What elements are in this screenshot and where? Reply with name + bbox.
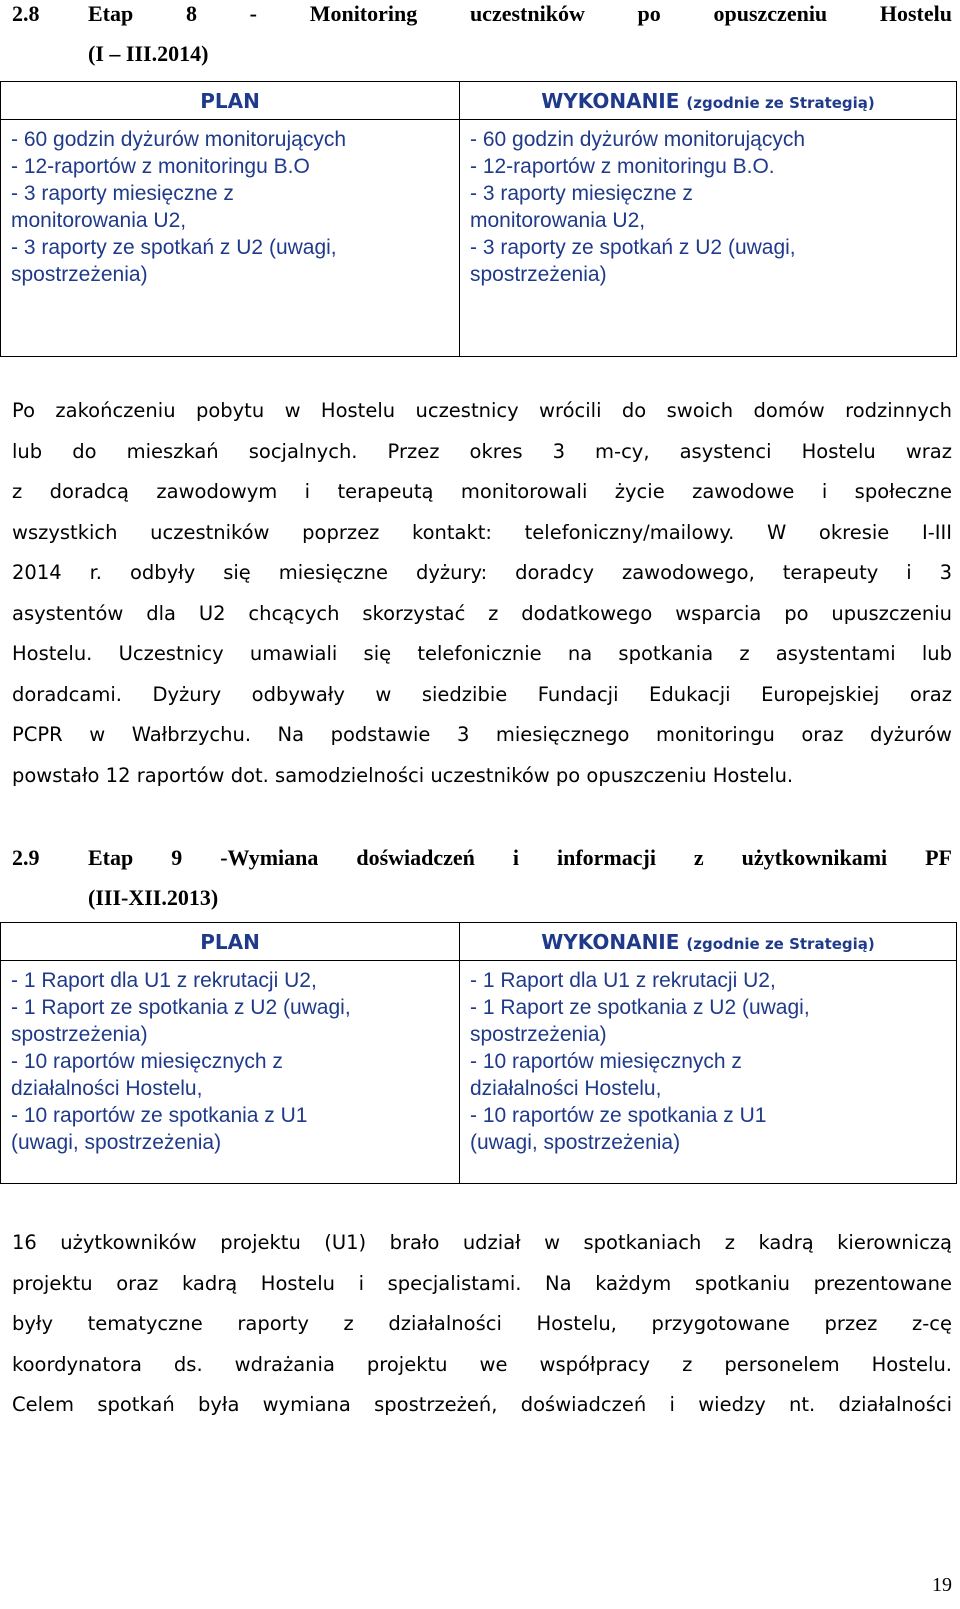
list-item: spostrzeżenia) [470,1023,607,1046]
plan-execution-table-2-8 [0,81,957,357]
table-body-row [1,961,957,1184]
paragraph-line: koordynatora ds. wdrażania projektu we współpracy z personelem Hostelu. [12,1352,952,1376]
list-item: (uwagi, spostrzeżenia) [470,1131,681,1154]
plan-cell [1,961,460,1184]
paragraph-line: z doradcą zawodowym i terapeutą monitorowali życie zawodowe i społeczne [12,480,952,503]
paragraph-line: powstało 12 raportów dot. samodzielności uczestników po opuszczeniu Hostelu. [12,763,794,787]
list-item: monitorowania U2, [470,209,646,232]
paragraph-line: Celem spotkań była wymiana spostrzeżeń, doświadczeń i wiedzy nt. działalności [12,1393,952,1416]
page-number: 19 [932,1574,952,1596]
list-item: działalności Hostelu, [470,1077,662,1100]
execution-header: WYKONANIE (zgodnie ze Strategią) [460,82,957,120]
list-item: spostrzeżenia) [470,263,607,286]
paragraph-line: Hostelu. Uczestnicy umawiali się telefonicznie na spotkania z asystentami lub [12,642,952,665]
section-title-line2: (I – III.2014) [88,41,209,66]
section-title-line1: Etap 8 - Monitoring uczestników po opuszczeniu Hostelu [88,1,952,26]
section-heading-2-9 [12,838,952,918]
list-item: - 1 Raport ze spotkania z U2 (uwagi, [470,996,810,1019]
body-paragraph-2-8 [12,391,952,796]
execution-cell [460,961,957,1184]
list-item: - 3 raporty miesięczne z [11,182,234,205]
list-item: - 12-raportów z monitoringu B.O. [470,155,775,178]
list-item: spostrzeżenia) [11,263,148,286]
paragraph-line: 2014 r. odbyły się miesięczne dyżury: doradcy zawodowego, terapeuty i 3 [12,561,952,584]
plan-execution-table-2-9 [0,922,957,1184]
body-paragraph-2-9 [12,1223,952,1426]
section-title-line1: Etap 9 -Wymiana doświadczeń i informacji z użytkownikami PF [88,845,952,870]
list-item: - 60 godzin dyżurów monitorujących [470,128,805,151]
paragraph-line: 16 użytkowników projektu (U1) brało udział w spotkaniach z kadrą kierowniczą [12,1231,952,1254]
list-item: - 10 raportów miesięcznych z [470,1050,742,1073]
list-item: - 12-raportów z monitoringu B.O [11,155,310,178]
list-item: - 1 Raport ze spotkania z U2 (uwagi, [11,996,351,1019]
list-item: - 3 raporty ze spotkań z U2 (uwagi, [470,236,796,259]
plan-cell [1,120,460,357]
list-item: (uwagi, spostrzeżenia) [11,1131,222,1154]
execution-cell [460,120,957,357]
table-header-row [1,923,957,961]
execution-header: WYKONANIE (zgodnie ze Strategią) [460,923,957,961]
list-item: - 3 raporty ze spotkań z U2 (uwagi, [11,236,337,259]
list-item: - 10 raportów miesięcznych z [11,1050,283,1073]
table-body-row [1,120,957,357]
list-item: spostrzeżenia) [11,1023,148,1046]
list-item: - 10 raportów ze spotkania z U1 [470,1104,767,1127]
paragraph-line: były tematyczne raporty z działalności Hostelu, przygotowane przez z-cę [12,1312,952,1335]
paragraph-line: Po zakończeniu pobytu w Hostelu uczestnicy wrócili do swoich domów rodzinnych [12,399,952,422]
paragraph-line: projektu oraz kadrą Hostelu i specjalistami. Na każdym spotkaniu prezentowane [12,1271,952,1295]
list-item: - 60 godzin dyżurów monitorujących [11,128,346,151]
list-item: monitorowania U2, [11,209,187,232]
section-title-line2: (III-XII.2013) [88,885,219,910]
list-item: działalności Hostelu, [11,1077,203,1100]
list-item: - 3 raporty miesięczne z [470,182,693,205]
plan-header: PLAN [1,923,460,961]
section-number: 2.9 [12,845,40,870]
list-item: - 1 Raport dla U1 z rekrutacji U2, [11,969,317,992]
paragraph-line: doradcami. Dyżury odbywały w siedzibie Fundacji Edukacji Europejskiej oraz [12,682,952,706]
section-number: 2.8 [12,1,40,26]
plan-header: PLAN [1,82,460,120]
paragraph-line: PCPR w Wałbrzychu. Na podstawie 3 miesięcznego monitoringu oraz dyżurów [12,723,952,746]
list-item: - 1 Raport dla U1 z rekrutacji U2, [470,969,776,992]
paragraph-line: asystentów dla U2 chcących skorzystać z dodatkowego wsparcia po upuszczeniu [12,601,952,625]
paragraph-line: lub do mieszkań socjalnych. Przez okres 3 m-cy, asystenci Hostelu wraz [12,439,952,463]
paragraph-line: wszystkich uczestników poprzez kontakt: telefoniczny/mailowy. W okresie I-III [12,520,952,544]
list-item: - 10 raportów ze spotkania z U1 [11,1104,308,1127]
table-header-row [1,82,957,120]
section-heading-2-8 [12,0,952,74]
